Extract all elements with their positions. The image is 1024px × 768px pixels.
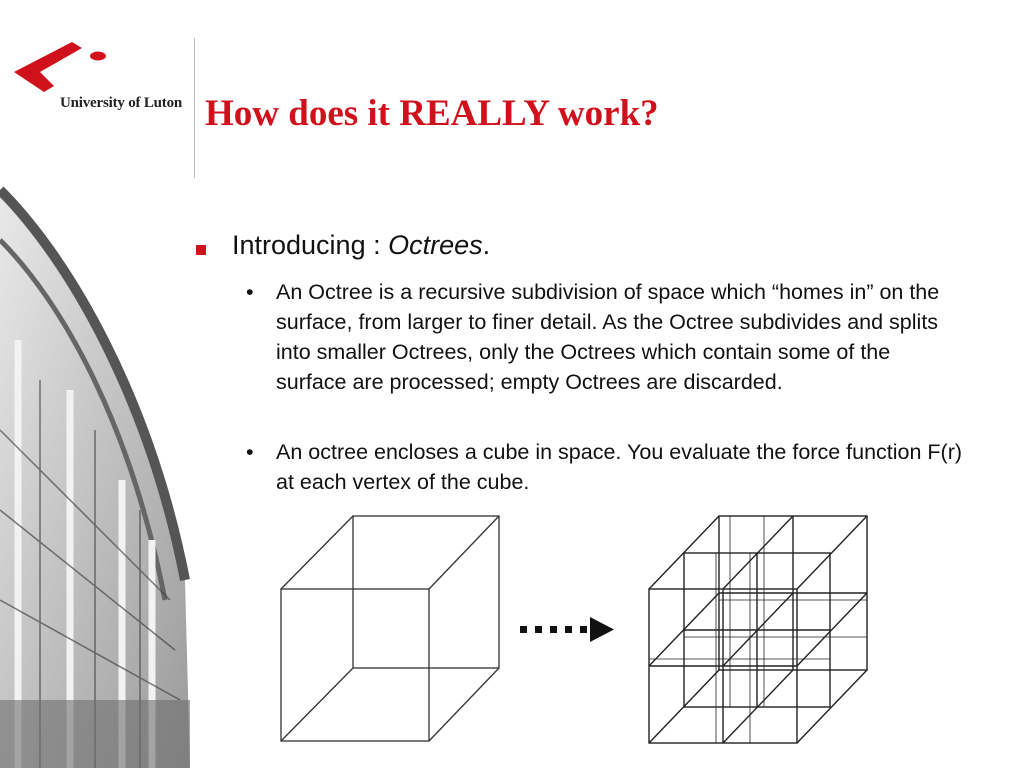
bullet-dot-icon: •	[246, 280, 254, 304]
single-cube-diagram	[278, 514, 503, 744]
sub-bullet-text: An octree encloses a cube in space. You evaluate the force function F(r) at each vertex of the cube.	[276, 440, 963, 494]
octree-cube-diagram	[646, 514, 870, 746]
university-logo	[10, 38, 190, 128]
bullet-dot-icon: •	[246, 440, 254, 464]
logo-text: University of Luton	[60, 95, 183, 111]
building-photo	[0, 180, 200, 768]
sub-bullet	[246, 277, 966, 397]
main-bullet-text: Introducing : Octrees.	[232, 230, 491, 260]
sub-bullet-text: An Octree is a recursive subdivision of space which “homes in” on the surface, from larger to finer detail. As the Octree subdivides and splits into smaller Octrees, only the Octrees which contain some of the surface are processed; empty Octrees are discarded.	[276, 280, 940, 394]
header-divider	[194, 38, 195, 178]
slide-title: How does it REALLY work?	[205, 93, 659, 134]
sub-bullet	[246, 437, 966, 497]
arrow-right-icon	[518, 612, 618, 652]
main-bullet	[196, 230, 490, 261]
bullet-square-icon	[196, 245, 206, 255]
